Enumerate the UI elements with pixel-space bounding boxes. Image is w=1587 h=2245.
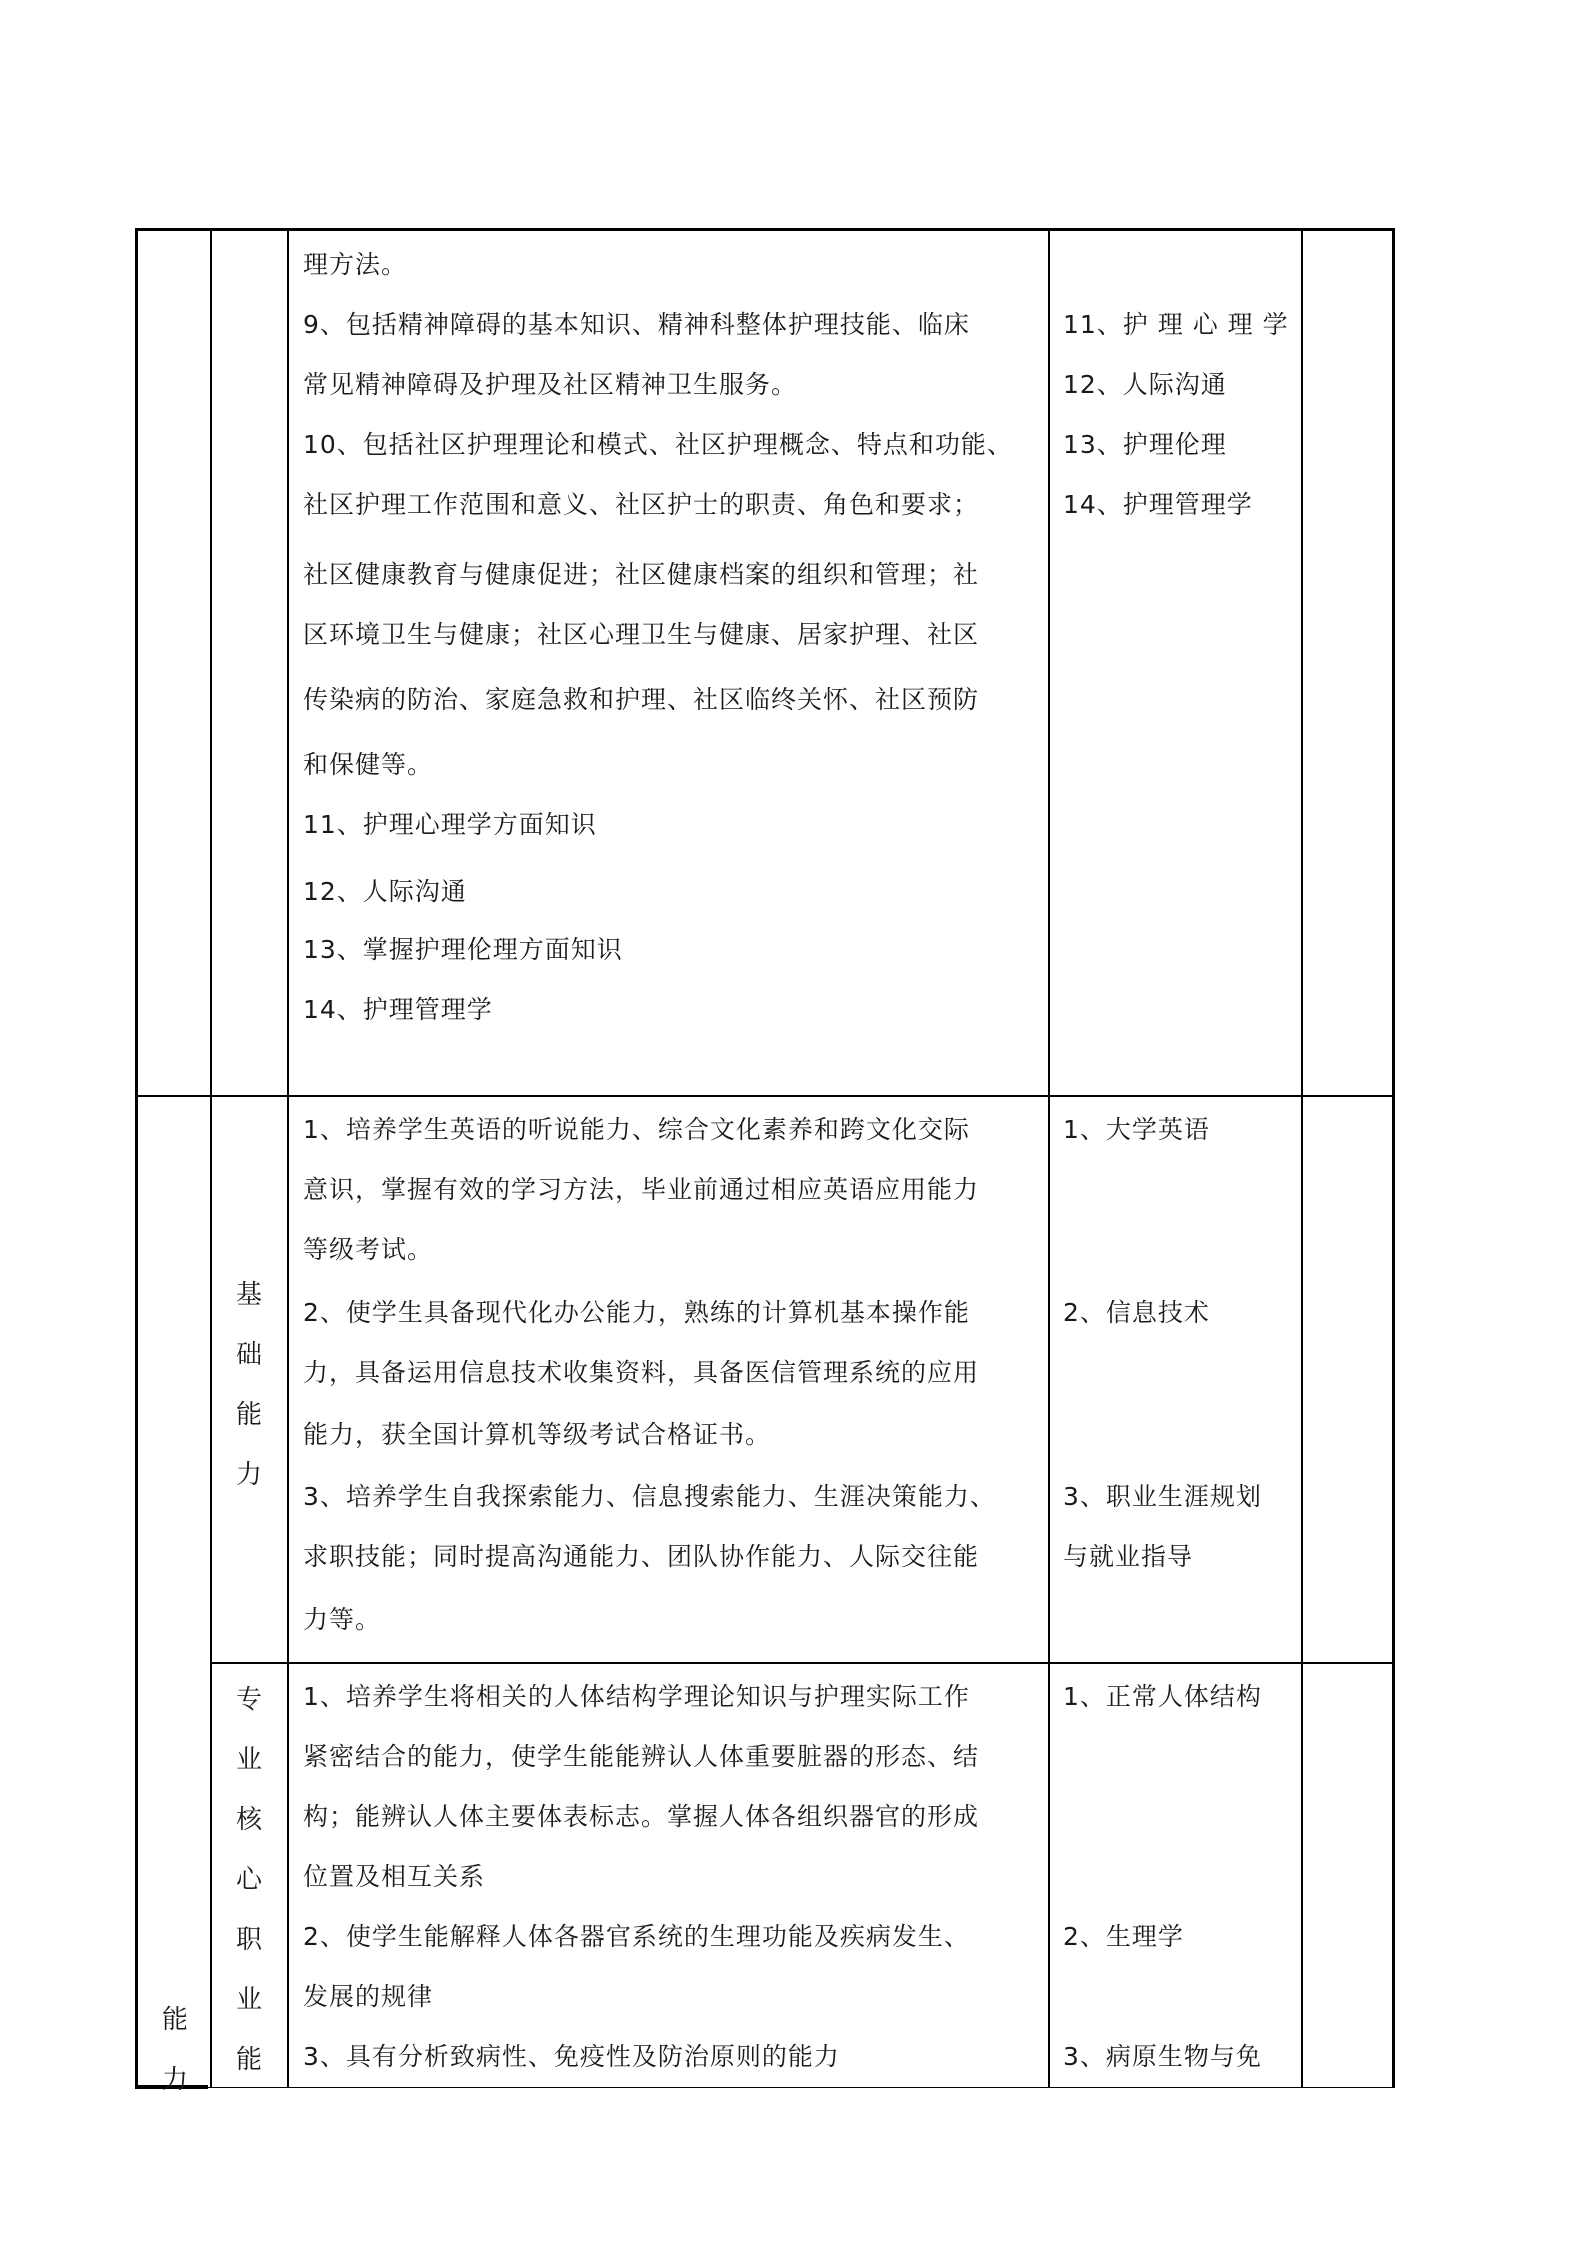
text-line: 构；能辨认人体主要体表标志。掌握人体各组织器官的形成 bbox=[303, 1802, 980, 1831]
col-divider-1 bbox=[210, 228, 212, 2088]
text-line: 紧密结合的能力，使学生能能辨认人体重要脏器的形态、结 bbox=[303, 1742, 980, 1771]
text-line: 12、人际沟通 bbox=[303, 877, 467, 906]
course-item: 14、护理管理学 bbox=[1063, 490, 1253, 519]
label-char: 力 bbox=[235, 1460, 262, 1490]
label-char: 职 bbox=[235, 1925, 262, 1955]
text-line: 1、培养学生将相关的人体结构学理论知识与护理实际工作 bbox=[303, 1682, 970, 1711]
core-ability-label bbox=[229, 1670, 269, 2090]
course-item: 1、大学英语 bbox=[1063, 1115, 1210, 1144]
text-line: 3、具有分析致病性、免疫性及防治原则的能力 bbox=[303, 2042, 840, 2071]
text-line: 发展的规律 bbox=[303, 1982, 434, 2011]
course-item: 2、生理学 bbox=[1063, 1922, 1184, 1951]
course-item: 2、信息技术 bbox=[1063, 1298, 1210, 1327]
label-char: 业 bbox=[235, 1985, 262, 2015]
text-line: 意识，掌握有效的学习方法，毕业前通过相应英语应用能力 bbox=[303, 1175, 980, 1204]
course-item: 12、人际沟通 bbox=[1063, 370, 1227, 399]
text-line: 2、使学生能解释人体各器官系统的生理功能及疾病发生、 bbox=[303, 1922, 970, 1951]
col-divider-4 bbox=[1301, 228, 1303, 2088]
text-line: 求职技能；同时提高沟通能力、团队协作能力、人际交往能 bbox=[303, 1542, 980, 1571]
text-line: 14、护理管理学 bbox=[303, 995, 493, 1024]
text-line: 理方法。 bbox=[303, 250, 408, 279]
label-char: 能 bbox=[235, 1400, 262, 1430]
text-line: 常见精神障碍及护理及社区精神卫生服务。 bbox=[303, 370, 798, 399]
course-item: 1、正常人体结构 bbox=[1063, 1682, 1262, 1711]
row-divider-1 bbox=[135, 1095, 1395, 1097]
text-line: 力等。 bbox=[303, 1605, 382, 1634]
category-label-ability bbox=[155, 1990, 195, 2110]
label-char: 核 bbox=[235, 1805, 262, 1835]
course-item: 与就业指导 bbox=[1063, 1542, 1194, 1571]
row-divider-2 bbox=[210, 1662, 1395, 1664]
col-divider-2 bbox=[287, 228, 289, 2088]
text-line: 10、包括社区护理理论和模式、社区护理概念、特点和功能、 bbox=[303, 430, 1013, 459]
text-line: 13、掌握护理伦理方面知识 bbox=[303, 935, 623, 964]
text-line: 力，具备运用信息技术收集资料，具备医信管理系统的应用 bbox=[303, 1358, 980, 1387]
text-line: 社区护理工作范围和意义、社区护士的职责、角色和要求； bbox=[303, 490, 980, 519]
course-item: 3、病原生物与免 bbox=[1063, 2042, 1262, 2071]
label-char: 础 bbox=[235, 1340, 262, 1370]
text-line: 等级考试。 bbox=[303, 1235, 434, 1264]
label-char: 专 bbox=[235, 1685, 262, 1715]
text-line: 传染病的防治、家庭急救和护理、社区临终关怀、社区预防 bbox=[303, 685, 980, 714]
text-line: 3、培养学生自我探索能力、信息搜索能力、生涯决策能力、 bbox=[303, 1482, 996, 1511]
text-line: 和保健等。 bbox=[303, 750, 434, 779]
course-item: 11、护 理 心 理 学 bbox=[1063, 310, 1289, 339]
basic-ability-label bbox=[229, 1265, 269, 1505]
text-line: 位置及相互关系 bbox=[303, 1862, 486, 1891]
text-line: 能力，获全国计算机等级考试合格证书。 bbox=[303, 1420, 772, 1449]
text-line: 11、护理心理学方面知识 bbox=[303, 810, 597, 839]
label-char: 基 bbox=[235, 1280, 262, 1310]
course-item: 13、护理伦理 bbox=[1063, 430, 1227, 459]
text-line: 区环境卫生与健康；社区心理卫生与健康、居家护理、社区 bbox=[303, 620, 980, 649]
label-char: 业 bbox=[235, 1745, 262, 1775]
category-label: 能力 bbox=[161, 2005, 188, 2095]
course-item: 3、职业生涯规划 bbox=[1063, 1482, 1262, 1511]
text-line: 2、使学生具备现代化办公能力，熟练的计算机基本操作能 bbox=[303, 1298, 970, 1327]
label-char: 心 bbox=[235, 1865, 262, 1895]
text-line: 1、培养学生英语的听说能力、综合文化素养和跨文化交际 bbox=[303, 1115, 970, 1144]
label-char: 能 bbox=[235, 2045, 262, 2075]
col-divider-3 bbox=[1048, 228, 1050, 2088]
text-line: 9、包括精神障碍的基本知识、精神科整体护理技能、临床 bbox=[303, 310, 970, 339]
text-line: 社区健康教育与健康促进；社区健康档案的组织和管理；社 bbox=[303, 560, 980, 589]
